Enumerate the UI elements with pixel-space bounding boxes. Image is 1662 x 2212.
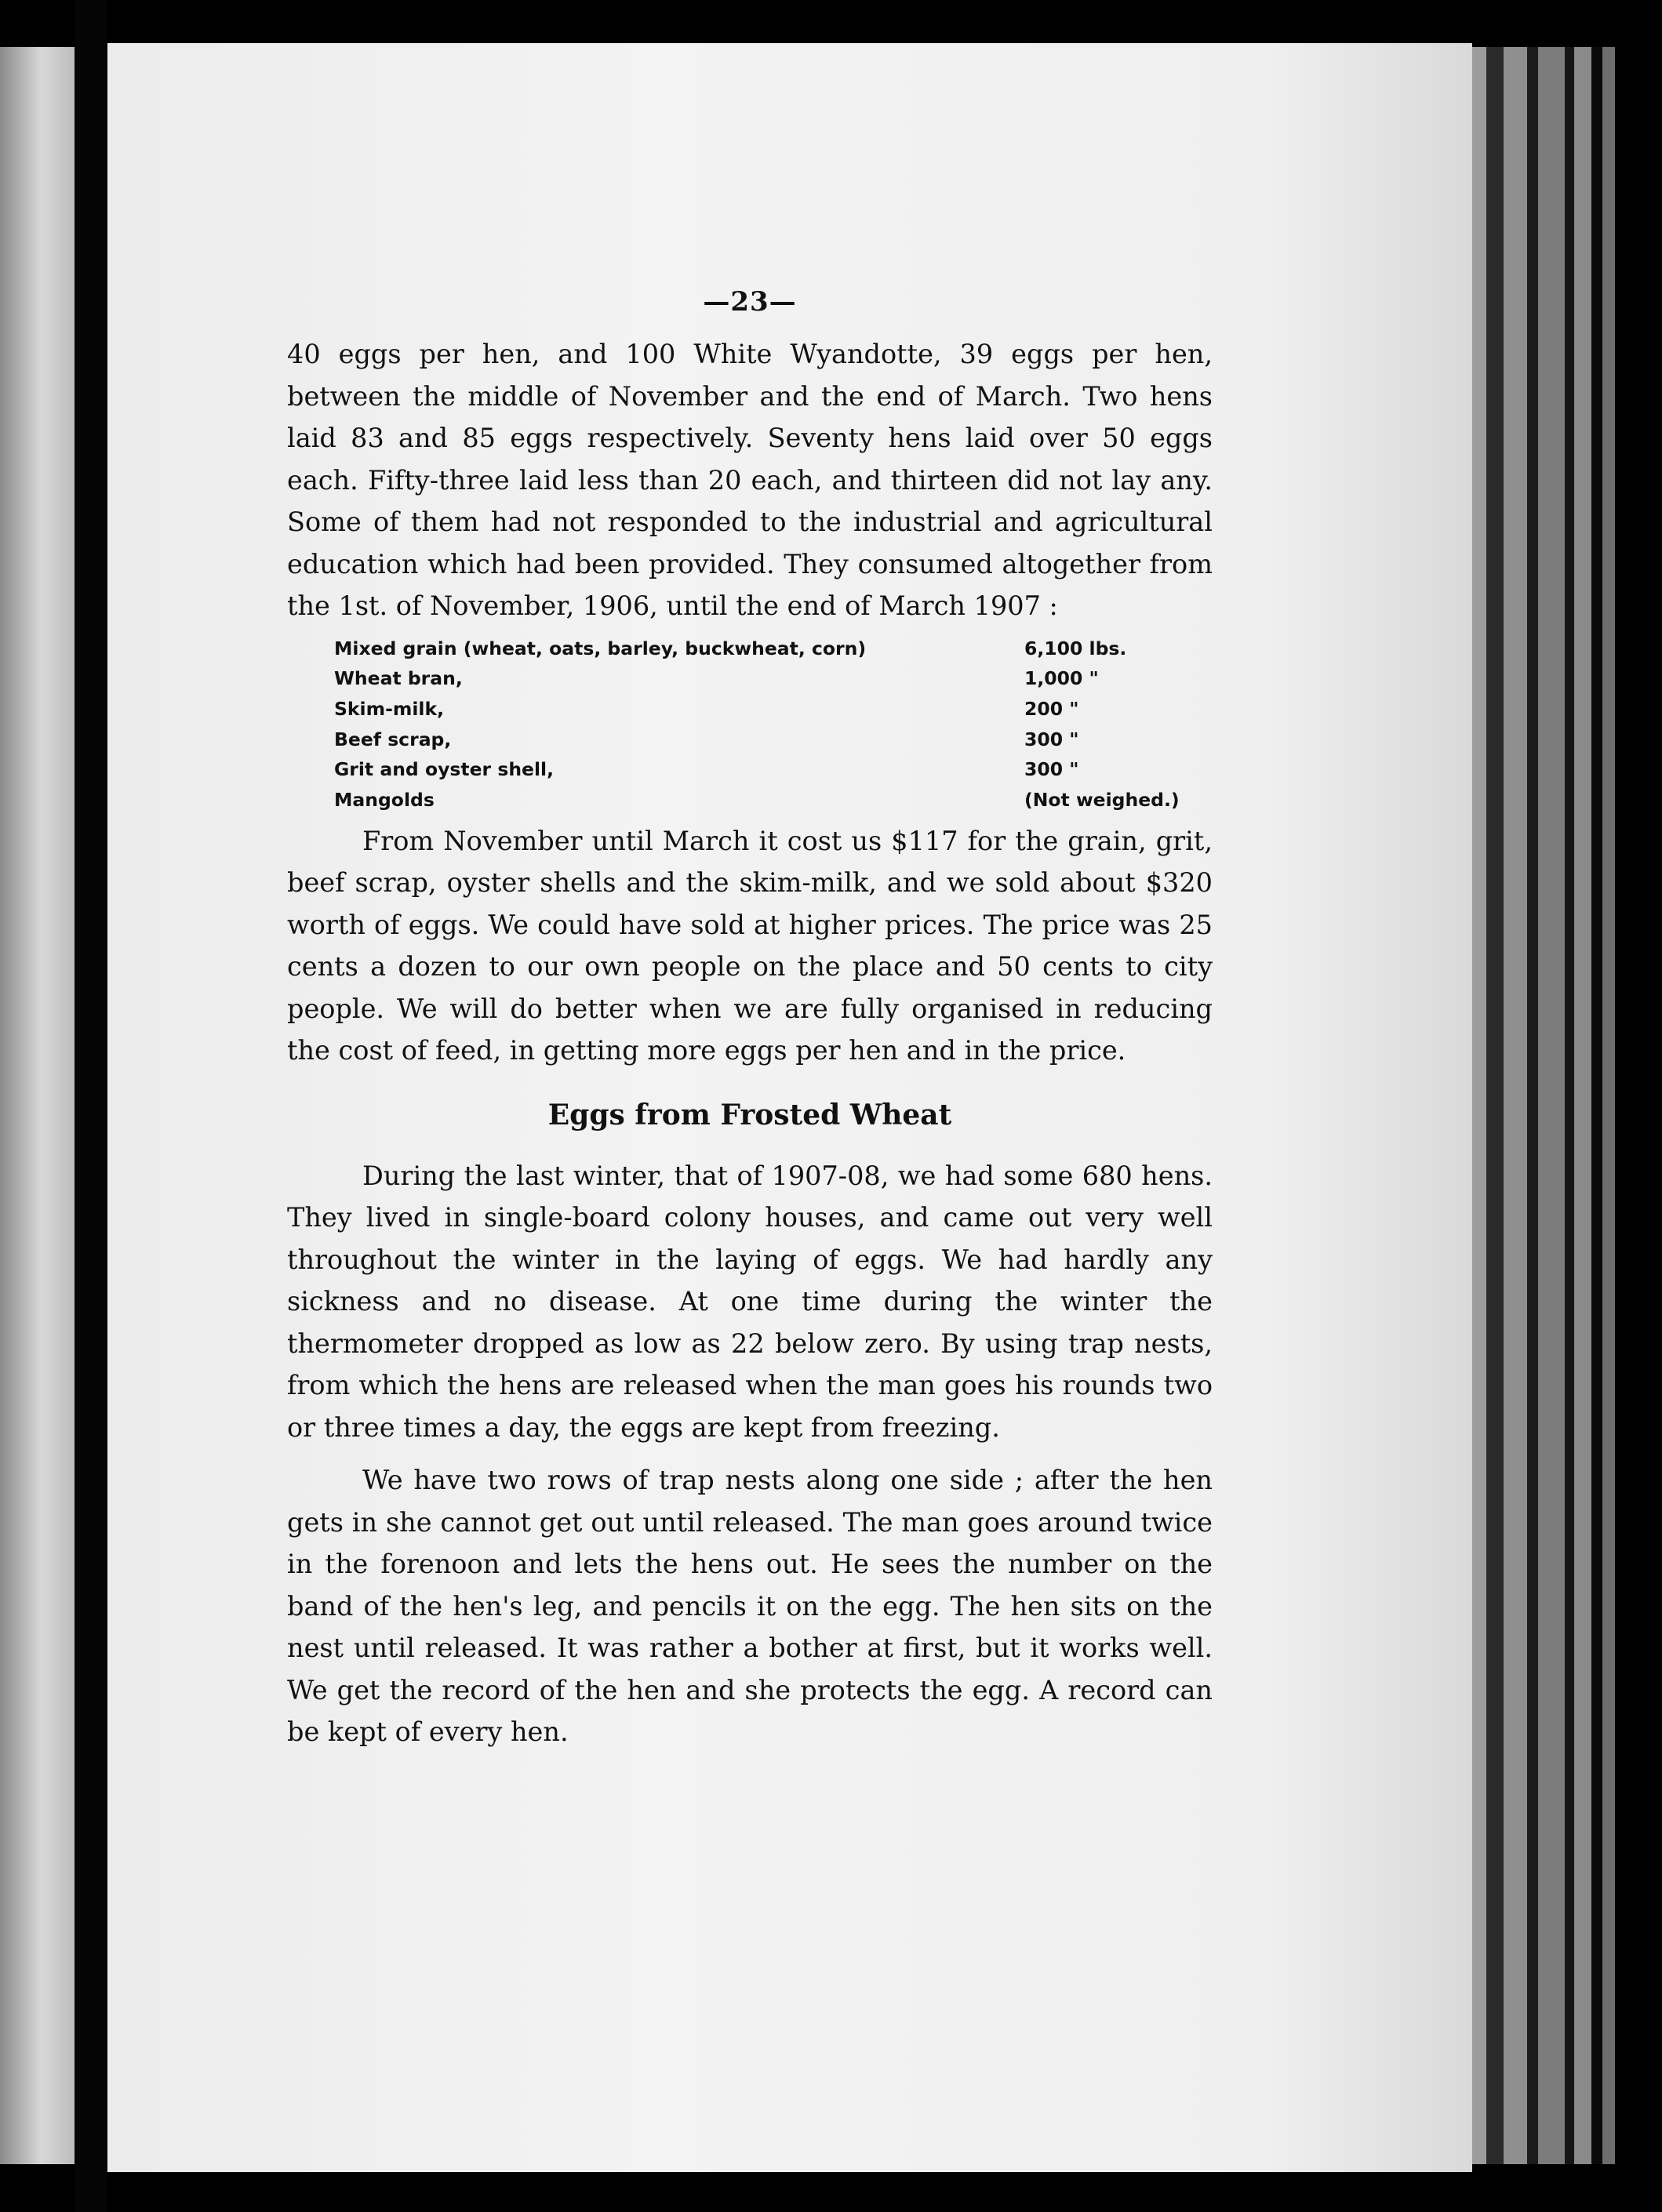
book-gutter	[75, 0, 107, 2212]
feed-item: Mangolds	[334, 789, 435, 812]
section-heading: Eggs from Frosted Wheat	[547, 1098, 952, 1131]
feed-quantity: 200 "	[1024, 697, 1079, 720]
paragraph-gap	[287, 1448, 1213, 1459]
page-edge-strip	[1504, 47, 1527, 2164]
page-edge-strip	[1574, 47, 1591, 2164]
page-edge-strip	[1472, 47, 1486, 2164]
feed-quantity: 1,000 "	[1024, 667, 1099, 690]
paragraph-trap-nests: We have two rows of trap nests along one side ; after the hen gets in she cannot get out until released. The man goes around twice in the forenoon and lets the hens out. He sees the number on the band of the hen's leg, and pencils it on the egg. The hen sits on the nest until released. It was rather a bother at first, but it works well. We get the record of the hen and she protects the egg. A record can be kept of every hen.	[287, 1465, 1213, 1748]
paragraph-costs: From November until March it cost us $117 for the grain, grit, beef scrap, oyster shells and the skim-milk, and we sold about $320 worth of eggs. We could have sold at higher prices. The price was 25 cents a dozen to our own people on the place and 50 cents to city people. We will do better when we are fully organised in reducing the cost of feed, in getting more eggs per hen and in the price.	[287, 825, 1213, 1066]
feed-row	[334, 663, 1205, 694]
feed-row	[334, 634, 1205, 664]
page-text-block	[287, 286, 1213, 1753]
page-edge-strip	[1486, 47, 1504, 2164]
feed-item: Grit and oyster shell,	[334, 758, 555, 781]
feed-quantity: (Not weighed.)	[1024, 789, 1180, 812]
page-edge-strip	[1527, 47, 1538, 2164]
feed-item: Skim-milk,	[334, 697, 445, 720]
feed-item: Mixed grain (wheat, oats, barley, buckwheat, corn)	[334, 637, 867, 659]
paragraph-winter: During the last winter, that of 1907-08, we had some 680 hens. They lived in single-board colony houses, and came out very well throughout the winter in the laying of eggs. We had hardly any sickness and no disease. At one time during the winter the thermometer dropped as low as 22 below zero. By using trap nests, from which the hens are released when the man goes his rounds two or three times a day, the eggs are kept from freezing.	[287, 1160, 1213, 1443]
feed-row	[334, 785, 1205, 815]
page-edge-strip	[1538, 47, 1565, 2164]
feed-row	[334, 694, 1205, 725]
left-page-edge	[0, 47, 75, 2164]
feed-row	[334, 725, 1205, 755]
feed-consumption-table	[334, 634, 1205, 815]
page-edge-strip	[1591, 47, 1602, 2164]
feed-quantity: 300 "	[1024, 728, 1079, 750]
feed-quantity: 300 "	[1024, 758, 1079, 781]
paragraph-egg-yield: 40 eggs per hen, and 100 White Wyandotte, 39 eggs per hen, between the middle of November and the end of March. Two hens laid 83 and 85 eggs respectively. Seventy hens laid over 50 eggs each. Fifty-three laid less than 20 each, and thirteen did not lay any. Some of them had not responded to the industrial and agricultural education which had been provided. They consumed altogether from the 1st. of November, 1906, until the end of March 1907 :	[287, 339, 1213, 621]
feed-row	[334, 754, 1205, 785]
page-number: —23—	[703, 286, 797, 318]
page-edge-strip	[1602, 47, 1615, 2164]
feed-item: Beef scrap,	[334, 728, 452, 750]
page-edge-strip	[1565, 47, 1574, 2164]
feed-item: Wheat bran,	[334, 667, 463, 690]
feed-quantity: 6,100 lbs.	[1024, 637, 1127, 659]
